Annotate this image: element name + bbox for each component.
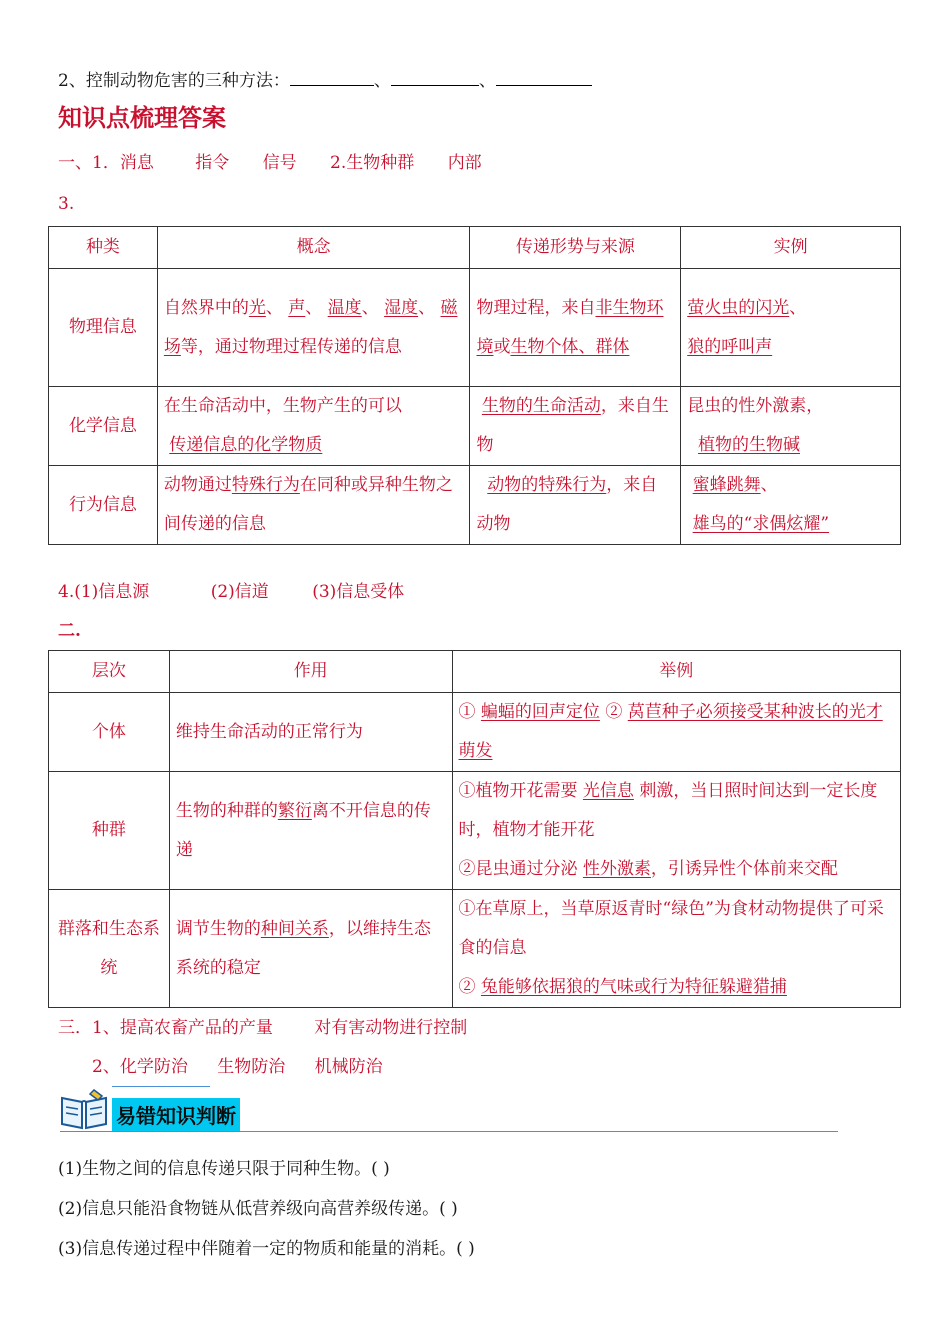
section-1-answers: 一、1．消息 指令 信号 2.生物种群 内部 [58, 153, 482, 173]
source-cell: 生物的生命活动，来自生物 [470, 387, 681, 466]
concept-cell: 动物通过特殊行为在同种或异种生物之间传递的信息 [157, 466, 470, 545]
example-cell: 昆虫的性外激素， 植物的生物碱 [681, 387, 901, 466]
table-header-row: 层次 作用 举例 [49, 651, 901, 693]
section-three-line-2: 2、化学防治 生物防治 机械防治 [92, 1057, 383, 1077]
concept-cell: 自然界中的光、 声、 温度、 湿度、 磁场等，通过物理过程传递的信息 [157, 269, 470, 387]
role-cell: 调节生物的种间关系，以维持生态系统的稳定 [169, 890, 452, 1008]
judge-title: 易错知识判断 [112, 1098, 240, 1131]
example-cell: 蜜蜂跳舞、 雄鸟的“求偶炫耀” [681, 466, 901, 545]
section-3-number: 3. [58, 194, 75, 214]
example-cell: 萤火虫的闪光、 狼的呼叫声 [681, 269, 901, 387]
book-icon [58, 1088, 110, 1132]
source-cell: 动物的特殊行为，来自动物 [470, 466, 681, 545]
info-levels-table [48, 650, 901, 1008]
source-cell: 物理过程，来自非生物环境或生物个体、群体 [470, 269, 681, 387]
section-three-line-1: 三．1、提高农畜产品的产量 对有害动物进行控制 [58, 1018, 468, 1038]
example-cell: ① 蝙蝠的回声定位 ② 莴苣种子必须接受某种波长的光才萌发 [452, 693, 900, 772]
control-methods-question: 2、控制动物危害的三种方法： 、 、 [58, 66, 592, 91]
table-row: 群落和生态系统 调节生物的种间关系，以维持生态系统的稳定 ①在草原上，当草原返青时“绿色”为食材动物提供了可采食的信息 ② 兔能够依据狼的气味或行为特征躲避猎捕 [49, 890, 901, 1008]
banner-top-rule [112, 1086, 210, 1087]
judge-question-2: (2)信息只能沿食物链从低营养级向高营养级传递。( ) [58, 1199, 458, 1219]
judge-question-3: (3)信息传递过程中伴随着一定的物质和能量的消耗。( ) [58, 1239, 475, 1259]
blank[interactable] [290, 69, 374, 86]
section-2-label: 二. [58, 621, 81, 641]
example-cell: ①植物开花需要 光信息 刺激，当日照时间达到一定长度时，植物才能开花 ②昆虫通过分泌 性外激素，引诱异性个体前来交配 [452, 772, 900, 890]
table-row: 个体 维持生命活动的正常行为 ① 蝙蝠的回声定位 ② 莴苣种子必须接受某种波长的光才萌发 [49, 693, 901, 772]
role-cell: 生物的种群的繁衍离不开信息的传递 [169, 772, 452, 890]
blank[interactable] [391, 69, 479, 86]
info-types-table [48, 226, 901, 545]
banner-bottom-rule [60, 1131, 838, 1132]
judge-question-1: (1)生物之间的信息传递只限于同种生物。( ) [58, 1159, 390, 1179]
answers-title: 知识点梳理答案 [58, 104, 226, 132]
example-cell: ①在草原上，当草原返青时“绿色”为食材动物提供了可采食的信息 ② 兔能够依据狼的气味或行为特征躲避猎捕 [452, 890, 900, 1008]
blank[interactable] [496, 69, 592, 86]
concept-cell: 在生命活动中，生物产生的可以 传递信息的化学物质 [157, 387, 470, 466]
table-header-row: 种类 概念 传递形势与来源 实例 [49, 227, 901, 269]
table-row: 种群 生物的种群的繁衍离不开信息的传递 ①植物开花需要 光信息 刺激，当日照时间达到一定长度时，植物才能开花 ②昆虫通过分泌 性外激素，引诱异性个体前来交配 [49, 772, 901, 890]
table-row: 物理信息 自然界中的光、 声、 温度、 湿度、 磁场等，通过物理过程传递的信息 物理过程，来自非生物环境或生物个体、群体 萤火虫的闪光、 狼的呼叫声 [49, 269, 901, 387]
table-row: 行为信息 动物通过特殊行为在同种或异种生物之间传递的信息 动物的特殊行为，来自动物 蜜蜂跳舞、 雄鸟的“求偶炫耀” [49, 466, 901, 545]
section-4-answers: 4.(1)信息源 (2)信道 (3)信息受体 [58, 582, 405, 602]
table-row: 化学信息 在生命活动中，生物产生的可以 传递信息的化学物质 生物的生命活动，来自生物 昆虫的性外激素， 植物的生物碱 [49, 387, 901, 466]
